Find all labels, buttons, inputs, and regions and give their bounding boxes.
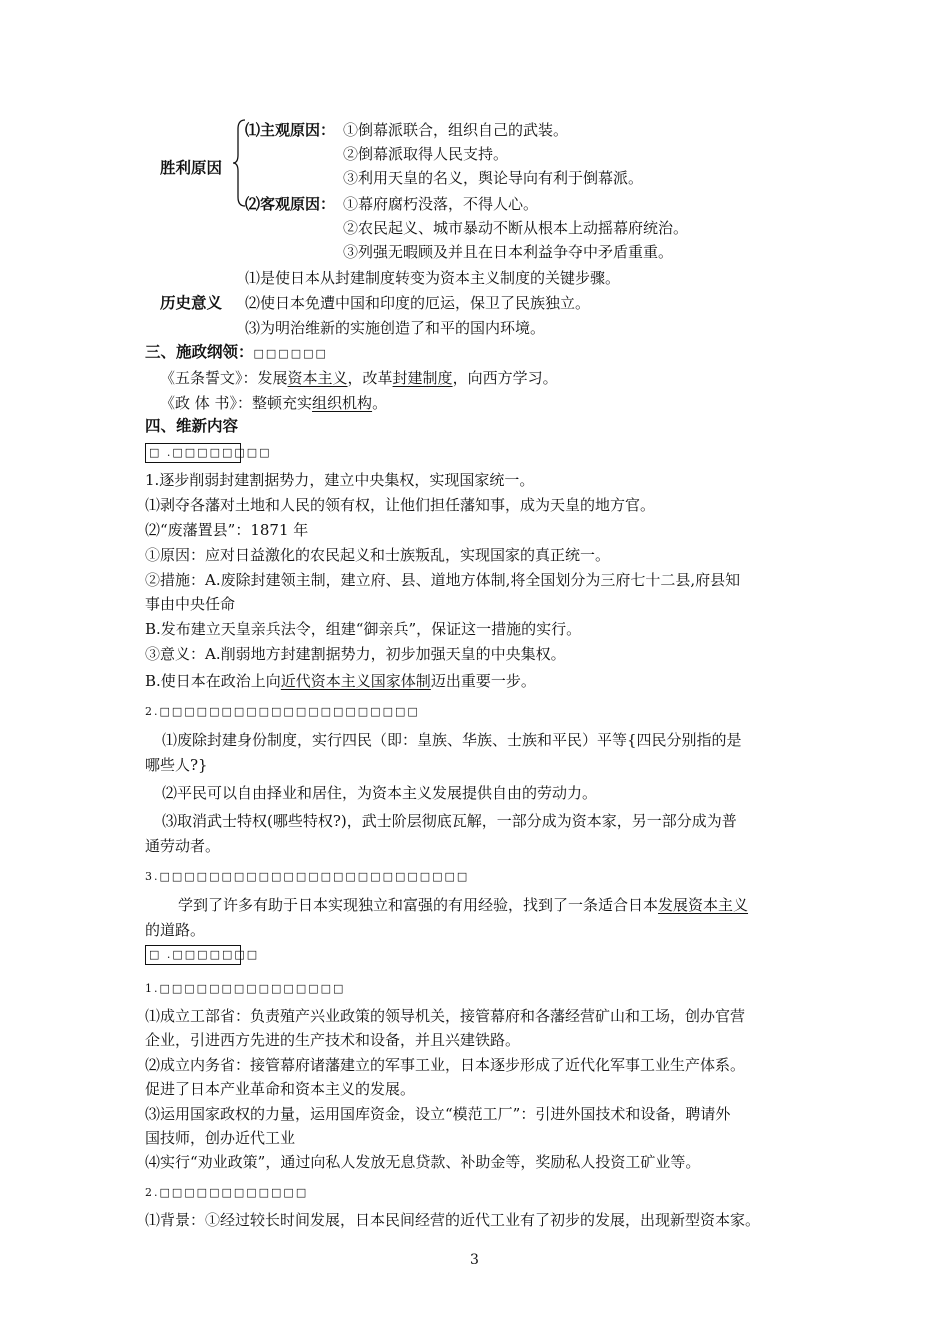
objective-item: ③列强无暇顾及并且在日本利益争夺中矛盾重重。 [343,243,674,261]
paragraph: 促进了日本产业革命和资本主义的发展。 [145,1080,416,1098]
paragraph: B.发布建立天皇亲兵法令，组建“御亲兵”，保证这一措施的实行。 [145,620,582,638]
subheading-box: □ .□□□□□□□ [145,945,241,965]
objective-title: ⑵客观原因： [245,195,336,213]
paragraph: ⑴废除封建身份制度，实行四民（即：皇族、华族、士族和平民）平等{四民分别指的是 [162,731,742,749]
subheading: 2.□□□□□□□□□□□□ [145,1186,309,1199]
paragraph: 国技师，创办近代工业 [145,1129,296,1147]
subjective-item: ③利用天皇的名义，舆论导向有利于倒幕派。 [343,169,644,187]
objective-item: ②农民起义、城市暴动不断从根本上动摇幕府统治。 [343,219,689,237]
paragraph: ⑴成立工部省：负责殖产兴业政策的领导机关，接管幕府和各藩经营矿山和工场，创办官营 [145,1007,746,1025]
paragraph: ⑶运用国家政权的力量，运用国库资金，设立“模范工厂”：引进外国技术和设备，聘请外 [145,1105,731,1123]
brace-icon [232,119,246,207]
objective-item: ①幕府腐朽没落，不得人心。 [343,195,539,213]
subjective-item: ①倒幕派联合，组织自己的武装。 [343,121,569,139]
subheading-box: □ .□□□□□□□□ [145,443,241,463]
significance-item: ⑴是使日本从封建制度转变为资本主义制度的关键步骤。 [245,269,621,287]
paragraph: ⑴背景：①经过较长时间发展，日本民间经营的近代工业有了初步的发展，出现新型资本家。 [145,1211,761,1229]
subheading: 2.□□□□□□□□□□□□□□□□□□□□□ [145,705,420,718]
paragraph: ①原因：应对日益激化的农民起义和士族叛乱，实现国家的真正统一。 [145,546,611,564]
paragraph: ⑵平民可以自由择业和居住，为资本主义发展提供自由的劳动力。 [162,784,598,802]
paragraph: 1.逐步削弱封建割据势力，建立中央集权，实现国家统一。 [145,471,535,489]
paragraph: 事由中央任命 [145,595,236,613]
paragraph: ⑵“废藩置县”：1871 年 [145,521,309,539]
page-number: 3 [470,1252,479,1268]
paragraph: 的道路。 [145,921,206,939]
program-line: 《政 体 书》：整顿充实组织机构。 [160,394,388,412]
subheading: 1.□□□□□□□□□□□□□□□ [145,982,346,995]
paragraph: ⑴剥夺各藩对土地和人民的领有权，让他们担任藩知事，成为天皇的地方官。 [145,496,656,514]
significance-item: ⑵使日本免遭中国和印度的厄运，保卫了民族独立。 [245,294,591,312]
paragraph: ⑶取消武士特权(哪些特权?)，武士阶层彻底瓦解，一部分成为资本家，另一部分成为普 [162,812,737,830]
paragraph: 哪些人?} [145,756,208,774]
victory-label: 胜利原因 [160,159,223,177]
paragraph: ③意义：A.削弱地方封建割据势力，初步加强天皇的中央集权。 [145,645,566,663]
subheading: 3.□□□□□□□□□□□□□□□□□□□□□□□□□ [145,870,470,883]
section3-heading: 三、施政纲领：□□□□□□ [145,343,328,361]
subjective-title: ⑴主观原因： [245,121,336,139]
subjective-item: ②倒幕派取得人民支持。 [343,145,509,163]
paragraph: 学到了许多有助于日本实现独立和富强的有用经验，找到了一条适合日本发展资本主义 [178,896,749,914]
paragraph: ⑷实行“劝业政策”，通过向私人发放无息贷款、补助金等，奖励私人投资工矿业等。 [145,1153,701,1171]
program-line: 《五条誓文》：发展资本主义，改革封建制度，向西方学习。 [160,369,558,387]
paragraph: B.使日本在政治上向近代资本主义国家体制迈出重要一步。 [145,672,536,690]
paragraph: ②措施：A.废除封建领主制，建立府、县、道地方体制,将全国划分为三府七十二县,府县知 [145,571,741,589]
paragraph: 企业，引进西方先进的生产技术和设备，并且兴建铁路。 [145,1031,521,1049]
significance-item: ⑶为明治维新的实施创造了和平的国内环境。 [245,319,546,337]
section4-heading: 四、维新内容 [145,417,239,435]
paragraph: 通劳动者。 [145,837,221,855]
significance-label: 历史意义 [160,294,223,312]
paragraph: ⑵成立内务省：接管幕府诸藩建立的军事工业，日本逐步形成了近代化军事工业生产体系。 [145,1056,746,1074]
